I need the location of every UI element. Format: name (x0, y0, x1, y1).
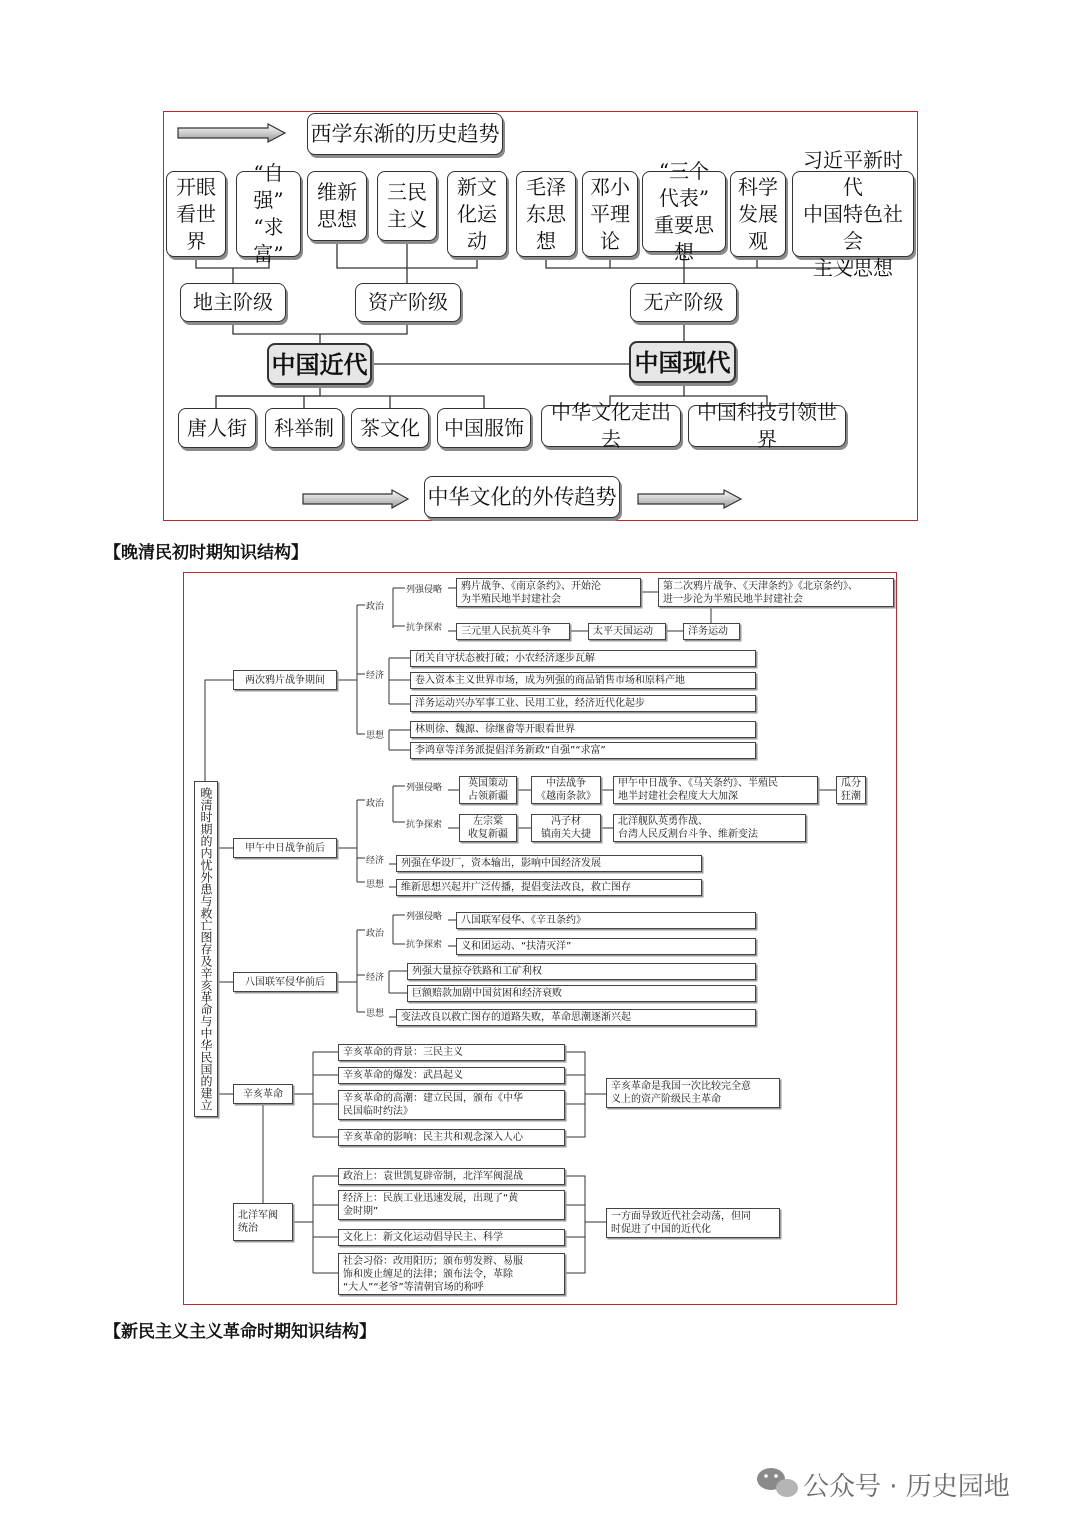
output-fushi: 中国服饰 (437, 408, 531, 448)
east-spread-title: 中华文化的外传趋势 (424, 476, 620, 518)
p4-item-4: 辛亥革命的影响：民主共和观念深入人心 (338, 1129, 565, 1146)
tag-politics: 政治 (366, 799, 385, 809)
tag-economy: 经济 (366, 973, 385, 983)
p2-resist-1: 左宗棠 收复新疆 (459, 814, 517, 842)
p2-thought: 维新思想兴起并广泛传播，提倡变法改良，救亡图存 (396, 879, 702, 896)
p3-invasion: 八国联军侵华、《辛丑条约》 (456, 912, 756, 929)
period-sino-japanese-war: 甲午中日战争前后 (233, 838, 337, 858)
p2-economy: 列强在华设厂，资本输出，影响中国经济发展 (396, 855, 702, 872)
tag-thought: 思想 (366, 731, 385, 741)
p1-economy-2: 卷入资本主义世界市场，成为列强的商品销售市场和原料产地 (410, 672, 756, 689)
tag-resist: 抗争探索 (406, 623, 443, 633)
p2-invasion-4: 瓜分 狂潮 (836, 776, 866, 804)
thought-kaiyan: 开眼 看世 界 (166, 171, 226, 257)
p3-resist: 义和团运动、“扶清灭洋” (456, 938, 756, 955)
output-tangrenjie: 唐人街 (178, 408, 256, 448)
p4-item-2: 辛亥革命的爆发：武昌起义 (338, 1067, 565, 1084)
class-landlord: 地主阶级 (180, 283, 286, 322)
tag-resist: 抗争探索 (406, 940, 443, 950)
output-zouchuqu: 中华文化走出去 (541, 405, 681, 447)
p4-item-3: 辛亥革命的高潮：建立民国，颁布《中华 民国临时约法》 (338, 1090, 565, 1120)
p2-resist-3: 北洋舰队英勇作战、 台湾人民反割台斗争、维新变法 (613, 814, 806, 842)
p3-economy-1: 列强大量掠夺铁路和工矿利权 (407, 963, 756, 980)
tag-thought: 思想 (366, 1009, 385, 1019)
class-proletariat: 无产阶级 (630, 283, 737, 322)
p2-invasion-2: 中法战争 《越南条款》 (531, 776, 601, 804)
thought-xinwenhua: 新文 化运 动 (447, 171, 507, 257)
thought-kexue-fazhan: 科学 发展 观 (730, 171, 786, 257)
p5-item-politics: 政治上：袁世凯复辟帝制，北洋军阀混战 (338, 1168, 565, 1185)
p1-invasion-1: 鸦片战争、《南京条约》、开始沦 为半殖民地半封建社会 (456, 578, 641, 607)
p4-summary: 辛亥革命是我国一次比较完全意 义上的资产阶级民主革命 (606, 1078, 780, 1108)
p5-item-customs: 社会习俗：改用阳历；颁布剪发辫、易服 饰和废止缠足的法律；颁布法令，革除 “大人”“老爷”等清朝官场的称呼 (338, 1253, 565, 1295)
p1-economy-1: 闭关自守状态被打破；小农经济逐步瓦解 (410, 650, 756, 667)
tag-economy: 经济 (366, 671, 385, 681)
thought-deng: 邓小 平理 论 (582, 171, 638, 257)
tag-politics: 政治 (366, 602, 385, 612)
tag-economy: 经济 (366, 856, 385, 866)
tag-invasion: 列强侵略 (406, 585, 443, 595)
period-eight-nation-alliance: 八国联军侵华前后 (233, 972, 337, 992)
thought-mao: 毛泽 东思 想 (516, 171, 576, 257)
p1-resist-2: 太平天国运动 (588, 623, 666, 640)
period-xinhai-revolution: 辛亥革命 (233, 1084, 293, 1104)
tag-resist: 抗争探索 (406, 820, 443, 830)
thought-sanmin: 三民 主义 (377, 171, 437, 241)
thought-weixin: 维新 思想 (307, 171, 367, 241)
era-contemporary-china: 中国现代 (629, 341, 736, 383)
p2-resist-2: 冯子材 镇南关大捷 (531, 814, 601, 842)
thought-sange-daibiao: “三个 代表” 重要思想 (642, 171, 726, 252)
p5-summary: 一方面导致近代社会动荡，但同 时促进了中国的近代化 (606, 1208, 780, 1238)
p2-invasion-3: 甲午中日战争、《马关条约》、半殖民 地半封建社会程度大大加深 (613, 776, 818, 804)
p1-economy-3: 洋务运动兴办军事工业、民用工业，经济近代化起步 (410, 695, 756, 712)
p3-economy-2: 巨额赔款加剧中国贫困和经济衰败 (407, 985, 756, 1002)
section-heading-new-democratic: 【新民主义主义革命时期知识结构】 (104, 1322, 376, 1342)
p1-resist-3: 洋务运动 (683, 623, 740, 640)
p4-item-1: 辛亥革命的背景：三民主义 (338, 1044, 565, 1061)
p5-item-culture: 文化上：新文化运动倡导民主、科学 (338, 1229, 565, 1246)
thought-xi: 习近平新时代 中国特色社会 主义思想 (792, 171, 914, 257)
period-beiyang-warlords: 北洋军阀 统治 (233, 1203, 293, 1241)
p2-invasion-1: 英国策动 占领新疆 (459, 776, 517, 804)
p5-item-economy: 经济上：民族工业迅速发展，出现了“黄 金时期” (338, 1190, 565, 1220)
p3-thought: 变法改良以救亡图存的道路失败，革命思潮逐渐兴起 (396, 1009, 756, 1026)
tree-root: 晚清时期的内忧外患与救亡图存及辛亥革命与中华民国的建立 (194, 781, 218, 1117)
section-heading-late-qing: 【晚清民初时期知识结构】 (104, 543, 308, 563)
p1-thought-2: 李鸿章等洋务派提倡洋务新政“自强”“求富” (410, 742, 756, 759)
output-chawenhua: 茶文化 (351, 408, 429, 448)
era-modern-china: 中国近代 (267, 343, 372, 385)
p1-invasion-2: 第二次鸦片战争、《天津条约》《北京条约》、 进一步沦为半殖民地半封建社会 (658, 578, 894, 607)
west-learning-title: 西学东渐的历史趋势 (307, 113, 503, 155)
thought-ziqiang: “自强” “求富” (236, 171, 301, 257)
tag-thought: 思想 (366, 880, 385, 890)
period-opium-wars: 两次鸦片战争期间 (233, 670, 337, 690)
tag-invasion: 列强侵略 (406, 912, 443, 922)
output-keji: 中国科技引领世界 (688, 405, 846, 447)
output-kejuzhi: 科举制 (265, 408, 343, 448)
tag-politics: 政治 (366, 929, 385, 939)
tag-invasion: 列强侵略 (406, 783, 443, 793)
watermark: 公众号 · 历史园地 (803, 1472, 1010, 1502)
p1-resist-1: 三元里人民抗英斗争 (456, 623, 570, 640)
class-bourgeoisie: 资产阶级 (355, 283, 461, 322)
p1-thought-1: 林则徐、魏源、徐继畬等开眼看世界 (410, 721, 756, 738)
